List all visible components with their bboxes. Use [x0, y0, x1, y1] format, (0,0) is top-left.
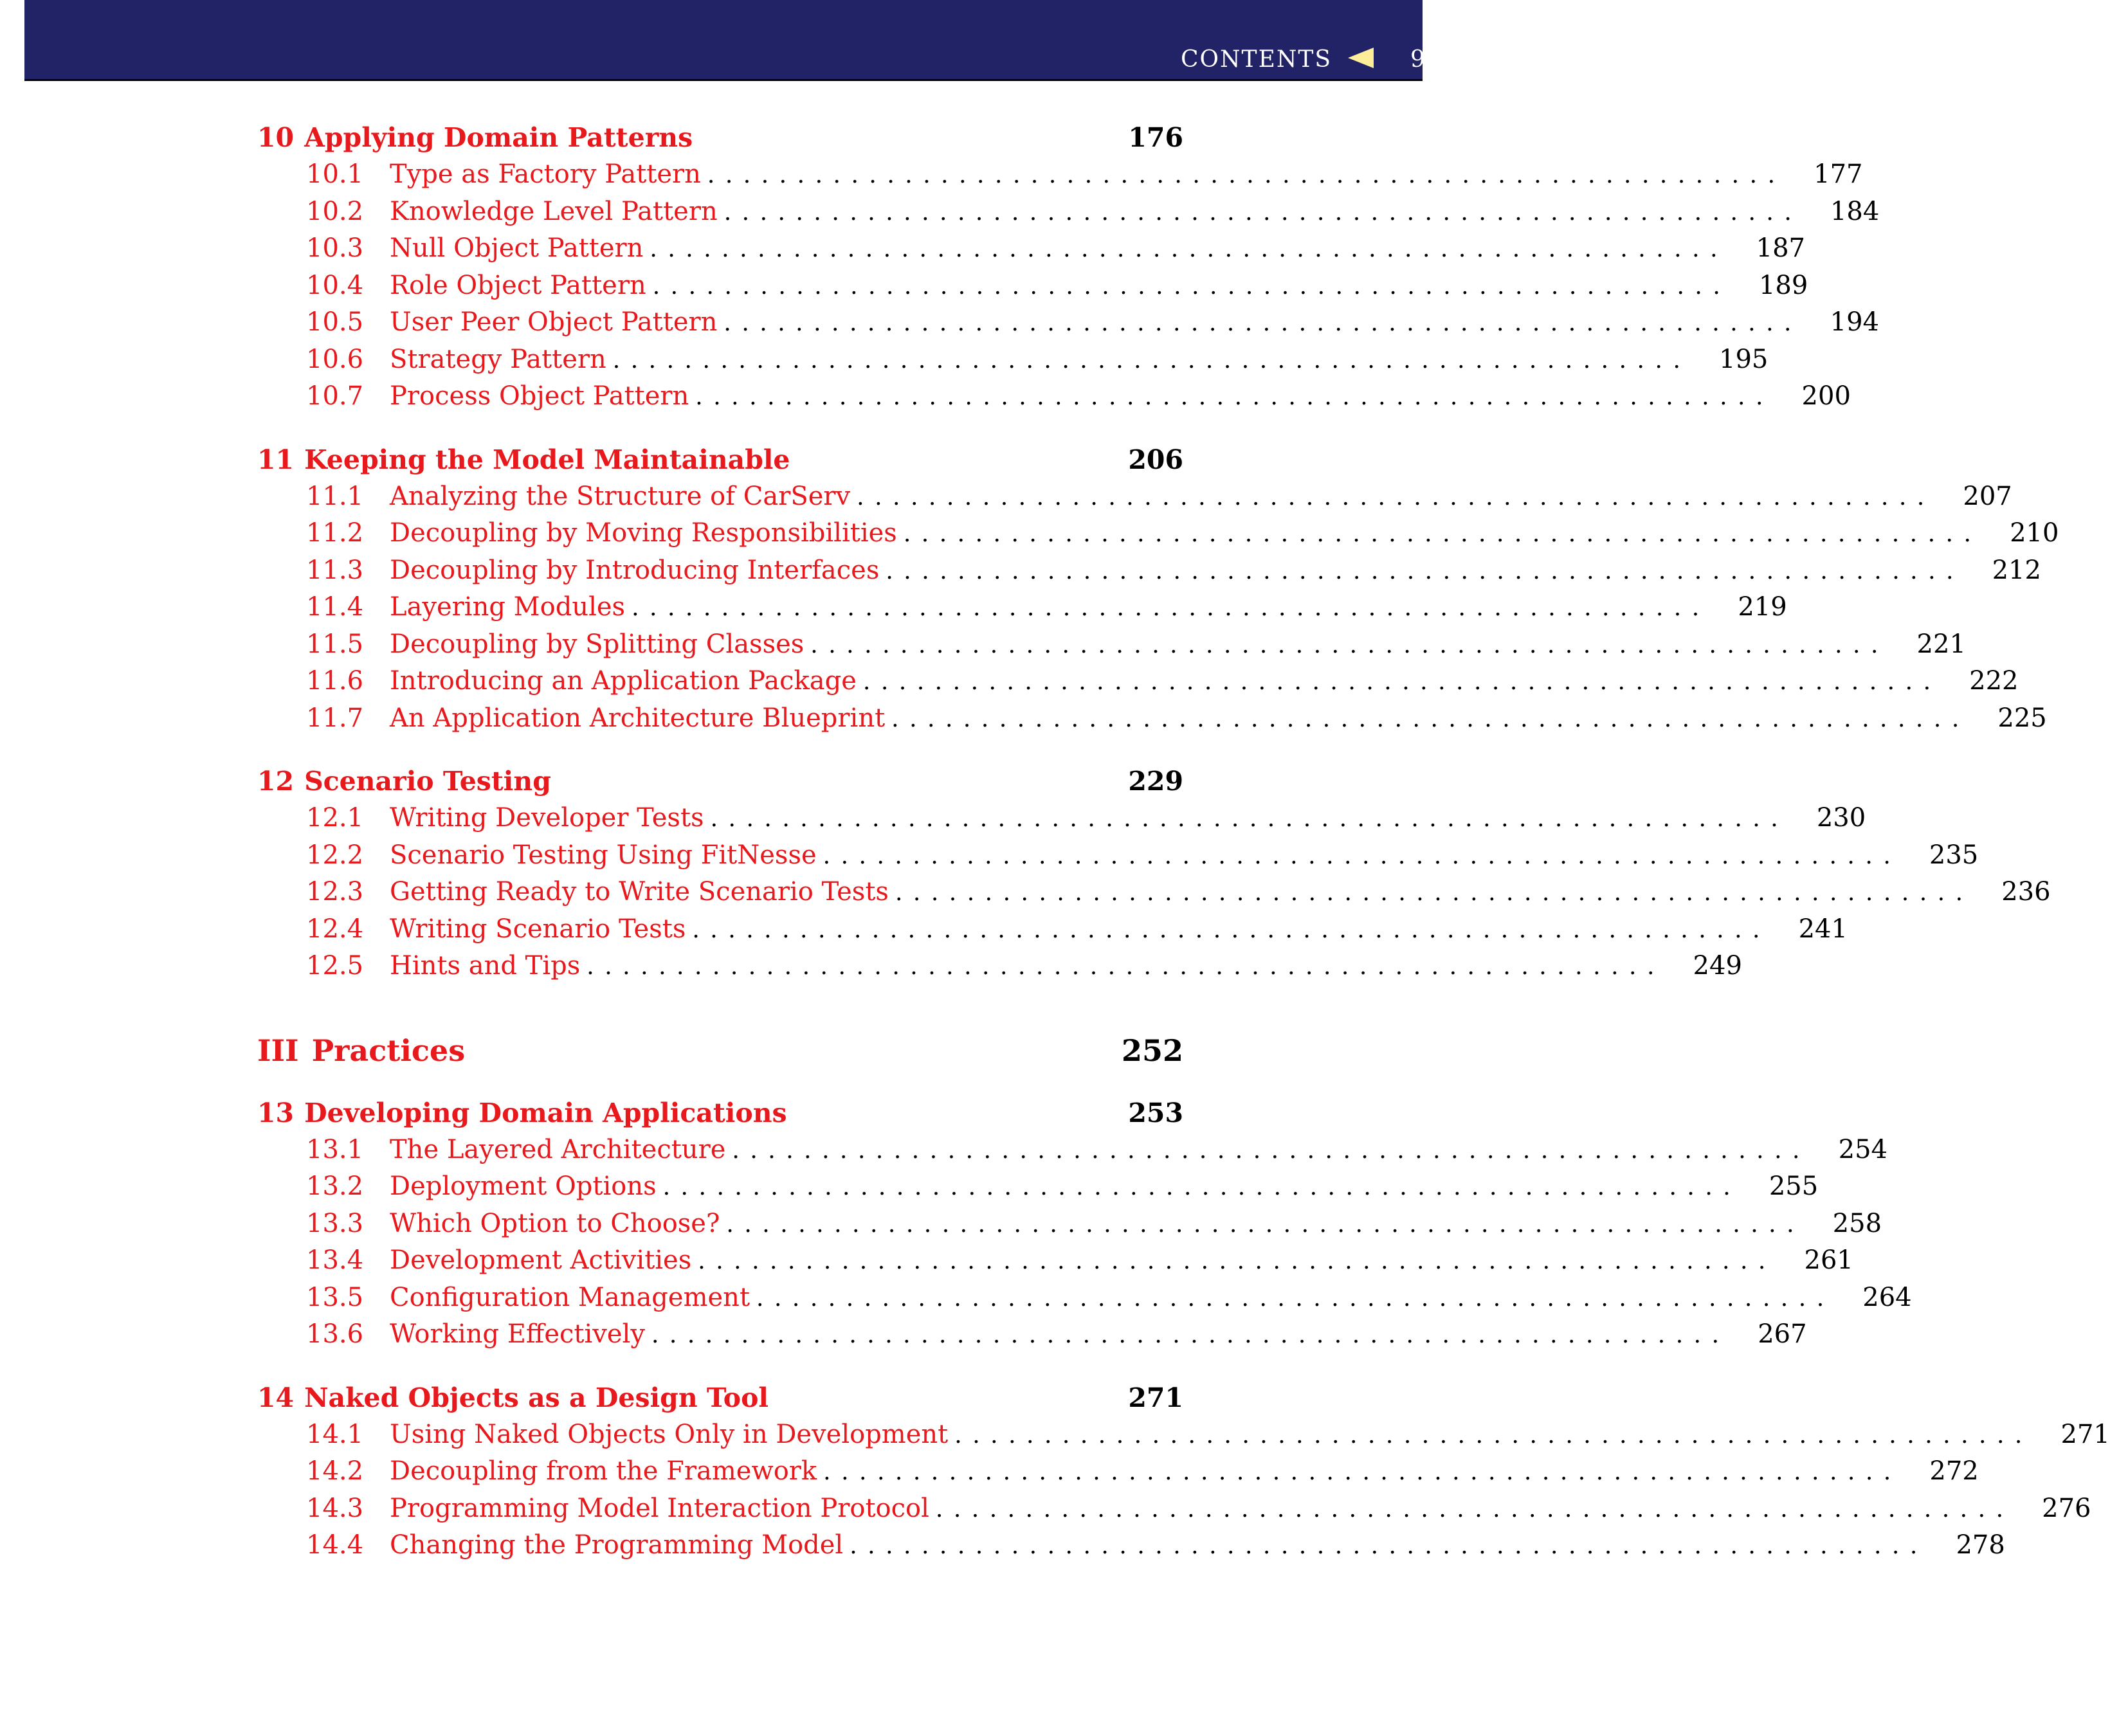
section-title: Deployment Options: [390, 1171, 657, 1201]
chapter-heading[interactable]: [257, 1382, 1183, 1420]
section-page: 225: [1997, 703, 2047, 733]
part-title: Practices: [311, 1033, 466, 1068]
section-title: Getting Ready to Write Scenario Tests: [390, 877, 889, 907]
chapter-page: 253: [1128, 1097, 1183, 1128]
section-number: 14.2: [306, 1456, 364, 1486]
section-page: 255: [1769, 1171, 1819, 1201]
section-title: Introducing an Application Package: [390, 666, 857, 696]
section-title: Null Object Pattern: [390, 233, 644, 263]
section-page: 264: [1862, 1282, 1912, 1312]
section-title: Layering Modules: [390, 592, 626, 622]
section-number: 11.3: [306, 555, 364, 585]
toc-section-entry[interactable]: [257, 1419, 2110, 1457]
toc-section-entry[interactable]: [257, 159, 1863, 197]
section-number: 10.6: [306, 344, 364, 374]
back-arrow-icon[interactable]: [1348, 48, 1374, 68]
dot-leader: ............................................................: [823, 1459, 1902, 1485]
dot-leader: ............................................................: [651, 1322, 1730, 1348]
dot-leader: ............................................................: [650, 236, 1729, 262]
toc-section-entry[interactable]: [257, 1208, 1882, 1246]
section-page: 249: [1693, 951, 1742, 981]
chapter-block: [257, 444, 2059, 741]
section-page: 276: [2042, 1493, 2091, 1523]
part-page: 252: [1121, 1033, 1183, 1068]
chapter-block: [257, 766, 2051, 988]
section-page: 184: [1830, 196, 1880, 226]
chapter-heading[interactable]: [257, 1098, 1183, 1135]
dot-leader: ............................................................: [710, 806, 1789, 832]
section-title: Analyzing the Structure of CarServ: [390, 481, 851, 511]
dot-leader: ............................................................: [662, 1174, 1742, 1200]
toc-section-entry[interactable]: [257, 1493, 2091, 1531]
dot-leader: ............................................................: [891, 705, 1970, 732]
toc-section-entry[interactable]: [257, 629, 1966, 667]
section-page: 200: [1801, 381, 1851, 411]
toc-section-entry[interactable]: [257, 1456, 1979, 1494]
section-page: 271: [2060, 1419, 2110, 1449]
section-number: 10.2: [306, 196, 364, 226]
chapter-title: Keeping the Model Maintainable: [304, 444, 790, 475]
section-number: 11.5: [306, 629, 364, 659]
dot-leader: ............................................................: [732, 1137, 1810, 1164]
toc-section-entry[interactable]: [257, 914, 1848, 952]
section-number: 11.2: [306, 518, 364, 548]
section-title: An Application Architecture Blueprint: [390, 703, 886, 733]
section-number: 13.6: [306, 1319, 364, 1349]
dot-leader: ............................................................: [850, 1533, 1928, 1559]
section-number: 12.2: [306, 840, 364, 870]
chapter-block: [257, 1097, 1912, 1357]
section-title: Decoupling by Moving Responsibilities: [390, 518, 897, 548]
section-number: 12.5: [306, 951, 364, 981]
toc-section-entry[interactable]: [257, 555, 2041, 593]
section-title: Development Activities: [390, 1245, 692, 1275]
section-page: 189: [1758, 270, 1808, 300]
dot-leader: ............................................................: [935, 1496, 2014, 1523]
section-page: 235: [1929, 840, 1979, 870]
section-page: 272: [1929, 1456, 1979, 1486]
toc-section-entry[interactable]: [257, 666, 2019, 703]
dot-leader: ............................................................: [726, 1211, 1805, 1238]
section-title: The Layered Architecture: [390, 1134, 726, 1164]
dot-leader: ............................................................: [632, 595, 1710, 621]
section-page: 254: [1838, 1134, 1887, 1164]
section-number: 11.1: [306, 481, 364, 511]
chapter-title: Naked Objects as a Design Tool: [304, 1382, 769, 1413]
chapter-heading[interactable]: [257, 444, 1183, 482]
chapter-number: 14: [257, 1382, 295, 1413]
dot-leader: ............................................................: [903, 521, 1982, 547]
section-page: 222: [1969, 666, 2019, 696]
section-title: Hints and Tips: [390, 951, 581, 981]
chapter-page: 271: [1128, 1382, 1183, 1413]
section-title: Using Naked Objects Only in Development: [390, 1419, 949, 1449]
section-title: Which Option to Choose?: [390, 1208, 720, 1238]
chapter-page: 206: [1128, 444, 1183, 475]
table-of-contents: [257, 122, 2110, 1593]
header-page-number: 9: [1410, 46, 1425, 73]
section-number: 10.3: [306, 233, 364, 263]
section-title: Decoupling by Splitting Classes: [390, 629, 805, 659]
toc-section-entry[interactable]: [257, 196, 1880, 234]
toc-section-entry[interactable]: [257, 481, 2012, 519]
toc-section-entry[interactable]: [257, 951, 1742, 988]
section-number: 11.7: [306, 703, 364, 733]
chapter-title: Applying Domain Patterns: [304, 122, 693, 153]
section-title: Process Object Pattern: [390, 381, 689, 411]
section-number: 12.3: [306, 877, 364, 907]
section-title: Changing the Programming Model: [390, 1530, 844, 1560]
dot-leader: ............................................................: [756, 1285, 1835, 1312]
dot-leader: ............................................................: [886, 557, 1964, 584]
dot-leader: ............................................................: [723, 199, 1803, 226]
dot-leader: ............................................................: [612, 347, 1691, 374]
toc-section-entry[interactable]: [257, 1134, 1887, 1172]
section-title: Scenario Testing Using FitNesse: [390, 840, 817, 870]
toc-section-entry[interactable]: [257, 344, 1769, 382]
section-number: 11.6: [306, 666, 364, 696]
section-number: 13.5: [306, 1282, 364, 1312]
toc-section-entry[interactable]: [257, 1245, 1853, 1283]
section-number: 13.4: [306, 1245, 364, 1275]
dot-leader: ............................................................: [707, 162, 1786, 188]
section-page: 210: [2010, 518, 2059, 548]
dot-leader: ............................................................: [692, 916, 1770, 943]
chapter-title: Scenario Testing: [304, 766, 551, 797]
section-page: 221: [1916, 629, 1966, 659]
chapter-number: 11: [257, 444, 295, 475]
section-number: 13.2: [306, 1171, 364, 1201]
toc-section-entry[interactable]: [257, 307, 1879, 345]
section-title: User Peer Object Pattern: [390, 307, 718, 337]
part-heading[interactable]: [257, 1033, 1183, 1076]
dot-leader: ............................................................: [698, 1248, 1776, 1274]
chapter-title: Developing Domain Applications: [304, 1097, 787, 1128]
section-number: 12.4: [306, 914, 364, 944]
section-number: 10.5: [306, 307, 364, 337]
section-page: 230: [1816, 803, 1866, 833]
section-number: 10.4: [306, 270, 364, 300]
section-page: 258: [1832, 1208, 1882, 1238]
toc-section-entry[interactable]: [257, 381, 1851, 419]
dot-leader: ............................................................: [862, 669, 1942, 695]
section-page: 195: [1719, 344, 1769, 374]
section-title: Working Effectively: [390, 1319, 645, 1349]
section-title: Configuration Management: [390, 1282, 750, 1312]
toc-section-entry[interactable]: [257, 803, 1866, 840]
section-page: 212: [1992, 555, 2041, 585]
toc-section-entry[interactable]: [257, 1319, 1807, 1357]
section-number: 12.1: [306, 803, 364, 833]
section-title: Decoupling by Introducing Interfaces: [390, 555, 880, 585]
toc-section-entry[interactable]: [257, 1282, 1912, 1320]
section-number: 10.1: [306, 159, 364, 189]
chapter-number: 10: [257, 122, 295, 153]
section-page: 236: [2001, 877, 2051, 907]
toc-section-entry[interactable]: [257, 877, 2051, 914]
section-page: 177: [1814, 159, 1863, 189]
chapter-number: 12: [257, 766, 295, 797]
chapter-block: [257, 122, 1880, 419]
header-contents-link[interactable]: CONTENTS: [1181, 46, 1332, 73]
chapter-page: 176: [1128, 122, 1183, 153]
section-title: Role Object Pattern: [390, 270, 646, 300]
section-number: 13.1: [306, 1134, 364, 1164]
dot-leader: ............................................................: [823, 842, 1902, 869]
section-title: Programming Model Interaction Protocol: [390, 1493, 929, 1523]
chapter-group-b: [257, 1097, 2110, 1568]
toc-section-entry[interactable]: [257, 840, 1979, 878]
section-page: 187: [1756, 233, 1806, 263]
section-title: Decoupling from the Framework: [390, 1456, 817, 1486]
dot-leader: ............................................................: [652, 273, 1731, 300]
running-header: [24, 0, 1423, 81]
section-number: 11.4: [306, 592, 364, 622]
section-page: 241: [1798, 914, 1848, 944]
section-number: 14.4: [306, 1530, 364, 1560]
section-title: Strategy Pattern: [390, 344, 606, 374]
dot-leader: ............................................................: [587, 954, 1665, 980]
section-title: Type as Factory Pattern: [390, 159, 701, 189]
chapter-heading[interactable]: [257, 122, 1183, 159]
dot-leader: ............................................................: [695, 384, 1774, 410]
toc-section-entry[interactable]: [257, 233, 1806, 271]
section-title: Writing Scenario Tests: [390, 914, 686, 944]
chapter-number: 13: [257, 1097, 295, 1128]
dot-leader: ............................................................: [723, 310, 1802, 336]
dot-leader: ............................................................: [954, 1422, 2033, 1449]
chapter-block: [257, 1382, 2110, 1568]
section-page: 219: [1738, 592, 1787, 622]
toc-section-entry[interactable]: [257, 270, 1808, 308]
section-title: Knowledge Level Pattern: [390, 196, 718, 226]
section-number: 10.7: [306, 381, 364, 411]
part-number: III: [257, 1033, 299, 1068]
dot-leader: ............................................................: [857, 484, 1935, 511]
toc-section-entry[interactable]: [257, 592, 1787, 629]
toc-section-entry[interactable]: [257, 1530, 2005, 1568]
chapter-heading[interactable]: [257, 766, 1183, 803]
section-title: Writing Developer Tests: [390, 803, 704, 833]
dot-leader: ............................................................: [810, 631, 1889, 658]
section-page: 278: [1956, 1530, 2005, 1560]
chapter-group-a: [257, 122, 2059, 988]
dot-leader: ............................................................: [895, 880, 1974, 906]
chapter-page: 229: [1128, 766, 1183, 797]
section-page: 207: [1963, 481, 2012, 511]
section-page: 267: [1758, 1319, 1807, 1349]
toc-section-entry[interactable]: [257, 518, 2059, 556]
section-number: 14.3: [306, 1493, 364, 1523]
section-number: 14.1: [306, 1419, 364, 1449]
section-page: 261: [1804, 1245, 1853, 1275]
section-page: 194: [1830, 307, 1879, 337]
section-number: 13.3: [306, 1208, 364, 1238]
toc-section-entry[interactable]: [257, 1171, 1819, 1209]
toc-section-entry[interactable]: [257, 703, 2047, 741]
